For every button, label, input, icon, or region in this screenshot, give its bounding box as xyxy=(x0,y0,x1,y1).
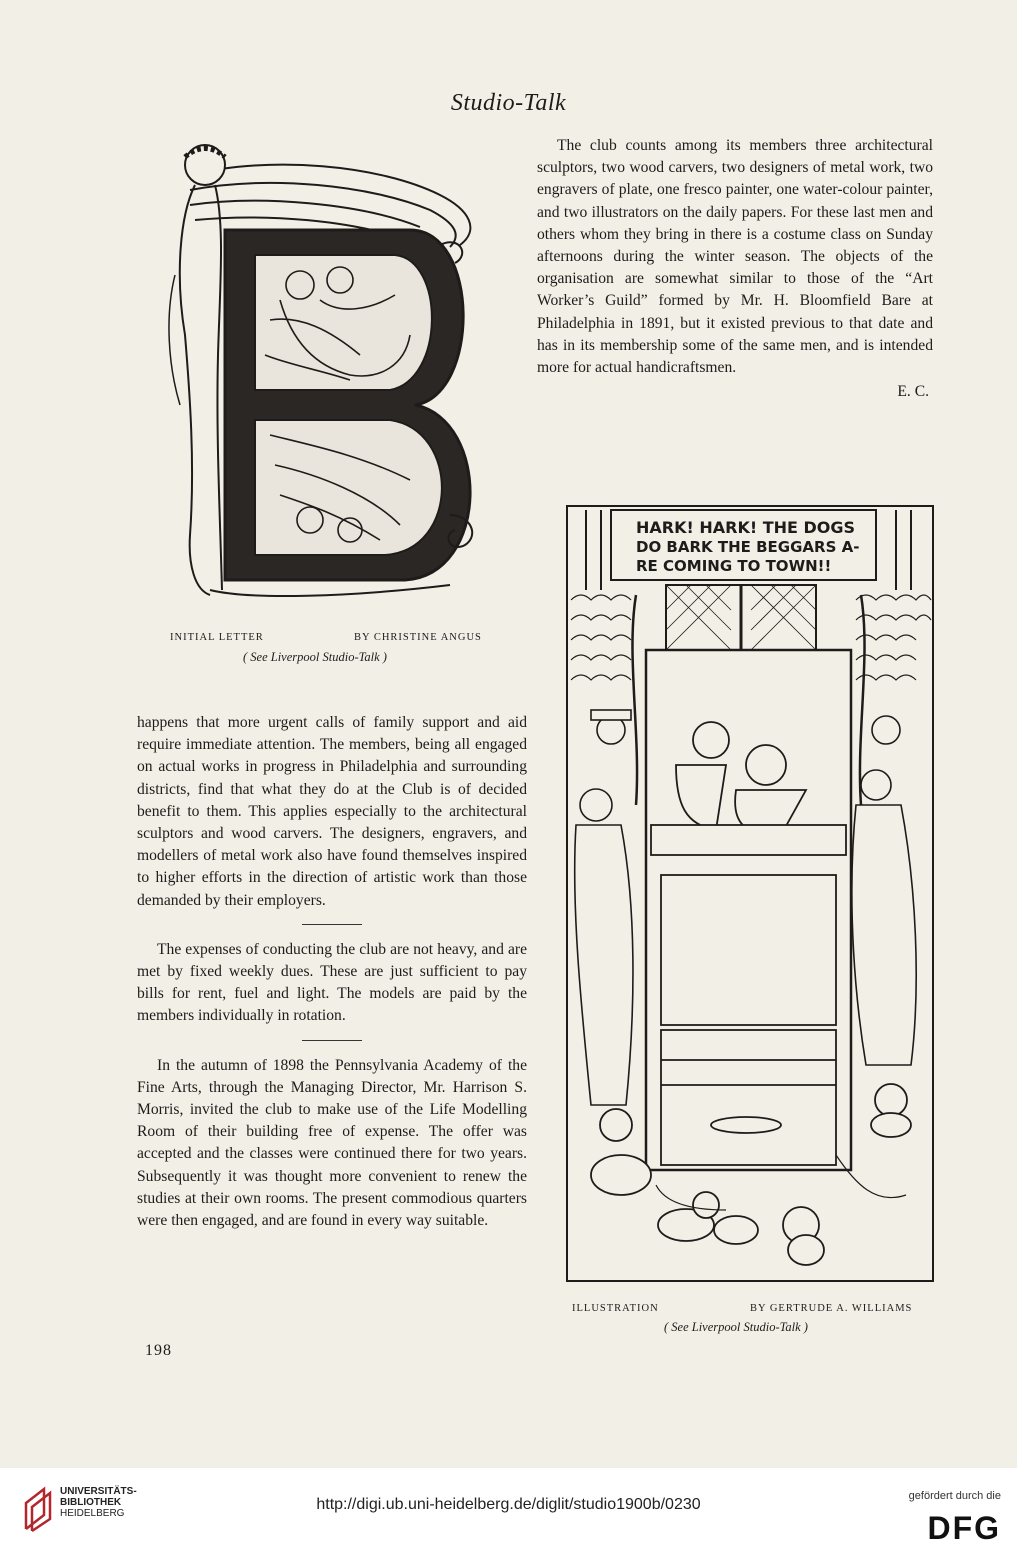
dogs-illustration-drawing xyxy=(566,505,934,1282)
source-url-link[interactable]: http://digi.ub.uni-heidelberg.de/diglit/studio1900b/0230 xyxy=(316,1496,701,1513)
left-column-text xyxy=(137,712,527,1232)
funding-note: gefördert durch die xyxy=(908,1490,1001,1502)
library-line-3: HEIDELBERG xyxy=(60,1508,125,1519)
initial-caption-right: BY CHRISTINE ANGUS xyxy=(354,632,482,643)
left-paragraph-3: In the autumn of 1898 the Pennsylvania Academy of the Fine Arts, through the Managing Director, Mr. Harrison S. Morris, invited the club to make use of the Life Modelling Room of their building free of expense. The offer was accepted and the classes were continued there for two years. Subsequently it was thought more convenient to renew the studies at their own rooms. The present commodious quarters were then engaged, and are found in every way suitable. xyxy=(137,1056,527,1230)
library-line-2: BIBLIOTHEK xyxy=(60,1497,122,1508)
running-head: Studio-Talk xyxy=(450,90,567,116)
library-line-1: UNIVERSITÄTS- xyxy=(60,1486,137,1497)
section-rule xyxy=(302,1040,362,1041)
right-column-text xyxy=(537,135,933,403)
right-paragraph: The club counts among its members three architectural sculptors, two wood carvers, two designers of metal work, two engravers of plate, one fresco painter, one water-colour painter, and two illustrators on the daily papers. For these last men and others whom they bring in there is a costume class on Sunday afternoons during the winter season. The objects of the organisation are somewhat similar to those of the “Art Worker’s Guild” formed by Mr. H. Bloomfield Bare at Philadelphia in 1891, but it existed previous to that date and has in its membership some of the same men, and is intended more for actual handicraftsmen. xyxy=(537,137,933,377)
initial-caption-note: ( See Liverpool Studio-Talk ) xyxy=(243,650,387,664)
dogs-illustration-figure xyxy=(566,505,934,1282)
author-signoff: E. C. xyxy=(897,383,929,401)
left-paragraph-1: happens that more urgent calls of family support and aid require immediate attention. The members, being all engaged on actual works in progress in Philadelphia and surrounding districts, find that what they do at the Club is of decided benefit to them. This applies especially to the architectural sculptors and wood carvers. The designers, engravers, and modellers of metal work also have found themselves inspired to higher efforts in the direction of artistic work than those demanded by their employers. xyxy=(137,714,527,909)
digitization-footer xyxy=(0,1468,1017,1556)
initial-letter-b-drawing xyxy=(150,135,500,605)
banner-line-2: DO BARK THE BEGGARS A- xyxy=(636,538,860,556)
illustration-caption-note: ( See Liverpool Studio-Talk ) xyxy=(664,1320,808,1334)
illustration-caption-right: BY GERTRUDE A. WILLIAMS xyxy=(750,1303,913,1314)
banner-line-1: HARK! HARK! THE DOGS xyxy=(636,518,856,537)
initial-letter-figure xyxy=(150,135,500,605)
left-paragraph-2: The expenses of conducting the club are not heavy, and are met by fixed weekly dues. These are just sufficient to pay bills for rent, fuel and light. The models are paid by the members individually in rotation. xyxy=(137,940,527,1025)
page-number: 198 xyxy=(145,1342,172,1359)
illustration-caption-left: ILLUSTRATION xyxy=(572,1303,659,1314)
initial-caption-left: INITIAL LETTER xyxy=(170,632,264,643)
section-rule xyxy=(302,924,362,925)
banner-line-3: RE COMING TO TOWN!! xyxy=(636,557,832,575)
dfg-logo: DFG xyxy=(927,1510,1001,1546)
